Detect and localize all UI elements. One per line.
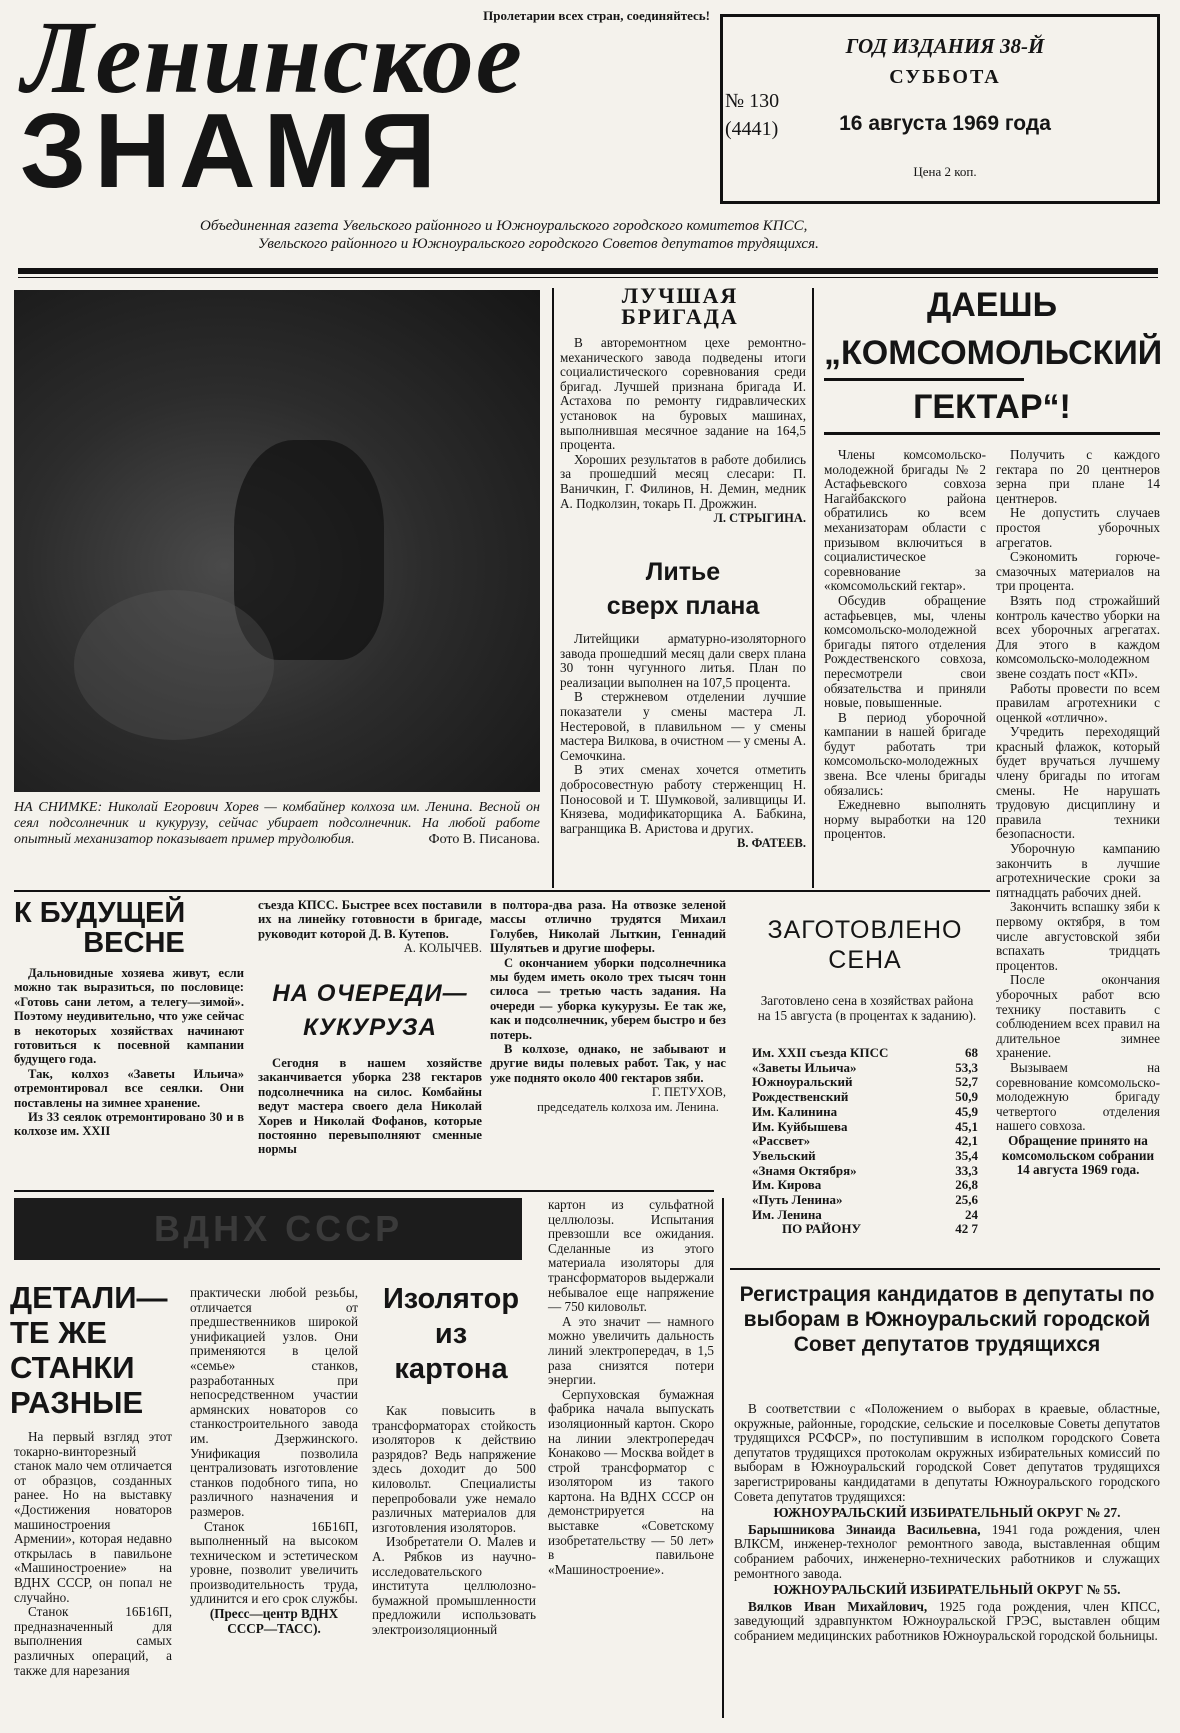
hay-row-farm: ПО РАЙОНУ bbox=[782, 1221, 862, 1237]
best-brigade-signature: Л. СТРЫГИНА. bbox=[713, 511, 806, 526]
registration-intro: В соответствии с «Положением о выборах в краевые, областные, окружные, районные, городские, сельские и поселковые Советы депутатов трудящихся РСФСР», по поступившим в исполком городского Совета депутатов трудящихся протоколам окружных избирательных комиссий по выборам в Южноуральский городской Совет депутатов трудящихся зарегистрированы кандидатами в депутаты Южноуральского городского Совета депутатов трудящихся: bbox=[734, 1401, 1160, 1504]
hay-table-wrap bbox=[752, 1046, 978, 1237]
komsomol-col2-p7: Уборочную кампанию закончить в лучшие агротехнические сроки за пятнадцать рабочих дней. bbox=[996, 841, 1160, 900]
komsomol-col2-p3: Сэкономить горюче-смазочных материалов на три процента. bbox=[996, 549, 1160, 594]
slogan: Пролетарии всех стран, соединяйтесь! bbox=[483, 8, 710, 23]
issue-total: (4441) bbox=[725, 118, 779, 140]
insulator-title bbox=[366, 1282, 536, 1387]
insulator-p4: А это значит — намного можно увеличить дальность линий электропередач, в 1,5 раза снизятся потери энергии. bbox=[548, 1313, 714, 1388]
district2-paragraph bbox=[734, 1600, 1160, 1644]
details-title-line2: ТЕ ЖЕ bbox=[10, 1315, 107, 1350]
hay-row-percent: 33,3 bbox=[955, 1162, 978, 1178]
komsomol-col2 bbox=[996, 448, 1160, 1178]
corn-p3: С окончанием уборки подсолнечника мы будем иметь около трех тысяч тонн силоса — третью часть задания. На очереди — уборка кукурузы. Ее так же, как и подсолнечник, уберем быстро и без потерь. bbox=[490, 955, 726, 1042]
registration-top-rule bbox=[730, 1268, 1160, 1270]
details-p4: Станок 16Б16П, выполненный на высоком техническом и эстетическом уровне, позволит увеличить производительность труда, удлинится и его срок службы. bbox=[190, 1518, 358, 1607]
casting-title-line1: Литье bbox=[645, 558, 721, 586]
publisher-line1: Объединенная газета Увельского районного и Южноуральского городского комитетов КПСС, bbox=[200, 218, 808, 234]
corn-p4: В колхозе, однако, не забывают и другие виды полевых работ. Так, у нас уже поднято около 400 гектаров зяби. bbox=[490, 1042, 726, 1085]
vdnh-banner bbox=[14, 1198, 522, 1260]
masthead-rule-thin bbox=[18, 277, 1158, 278]
casting-text bbox=[560, 632, 806, 851]
insulator-p3: картон из сульфатной целлюлозы. Испытания превзошли все ожидания. Сделанные из этого материала изоляторы для трансформаторов выдержали небывалое еще напряжение — 750 киловольт. bbox=[548, 1197, 714, 1315]
corn-col2 bbox=[490, 898, 726, 1114]
casting-p3: В этих сменах хочется отметить добросовестную работу стерженщиц Н. Поносовой и Т. Шумковой, заливщицы И. Князева, модификаторщика А. Бабкина, вагранщика В. Аристова и других. bbox=[560, 762, 806, 836]
masthead-title-line2: ЗНАМЯ bbox=[20, 92, 444, 210]
komsomol-col1-p4: Ежедневно выполнять норму выработки на 120 процентов. bbox=[824, 797, 986, 842]
hay-row-percent: 35,4 bbox=[955, 1147, 978, 1163]
hay-row bbox=[752, 1208, 978, 1223]
komsomol-col2-p2: Не допустить случаев простоя уборочных агрегатов. bbox=[996, 505, 1160, 550]
hay-row bbox=[752, 1193, 978, 1208]
details-title bbox=[10, 1280, 180, 1420]
weekday: СУББОТА bbox=[889, 66, 1001, 88]
komsomol-col1-p2: Обсудив обращение астафьевцев, мы, члены комсомольско-молодежной бригады пятого отделения Рождественского совхоза, пересмотрели свои обязательства и приняли новые, повышенные. bbox=[824, 592, 986, 711]
hay-row-percent: 26,8 bbox=[955, 1177, 978, 1193]
hay-row-percent: 53,3 bbox=[955, 1059, 978, 1075]
col-divider-2 bbox=[812, 288, 814, 888]
hay-row-farm: «Знамя Октября» bbox=[752, 1162, 857, 1178]
details-title-line3: СТАНКИ bbox=[10, 1350, 135, 1385]
issue-number: № 130 bbox=[725, 90, 780, 112]
future-spring-p4: съезда КПСС. Быстрее всех поставили их на линейку готовности в бригаде, руководит которой Д. В. Кутепов. bbox=[258, 898, 482, 941]
hay-row-farm: Им. Кирова bbox=[752, 1177, 822, 1193]
future-spring-col2 bbox=[258, 898, 482, 956]
hay-row-farm: Им. Ленина bbox=[752, 1206, 822, 1222]
details-col2 bbox=[190, 1286, 358, 1636]
hay-row bbox=[752, 1090, 978, 1105]
best-brigade-text bbox=[560, 336, 806, 526]
corn-signature: Г. ПЕТУХОВ, bbox=[651, 1085, 726, 1100]
district1-paragraph bbox=[734, 1523, 1160, 1581]
insulator-p2: Изобретатели О. Малев и А. Рябков из научно-исследовательского института целлюлозно-бумажной промышленности предложили использовать электроизоляционный bbox=[372, 1534, 536, 1637]
combiner-photo bbox=[14, 290, 540, 792]
future-spring-title-line2: ВЕСНЕ bbox=[83, 927, 185, 959]
hay-title-line1: ЗАГОТОВЛЕНО bbox=[767, 916, 963, 944]
corn-signature-role: председатель колхоза им. Ленина. bbox=[537, 1099, 719, 1114]
hay-row-percent: 50,9 bbox=[955, 1089, 978, 1105]
komsomol-col1-p3: В период уборочной кампании в нашей бригаде будут работать три комсомольско-молодежных звена. Все члены бригады обязались: bbox=[824, 709, 986, 798]
komsomol-title-rule1 bbox=[824, 378, 1024, 381]
corn-p1: Сегодня в нашем хозяйстве заканчивается уборка 238 гектаров подсолнечника на силос. Комбайны ведут мастера своего дела Николай Хорев и Николай Фофанов, которые постоянно перевыполняют сменные нормы bbox=[258, 1056, 482, 1157]
future-spring-p3: Из 33 сеялок отремонтировано 30 и в колхозе им. XXII bbox=[14, 1110, 244, 1139]
hay-row-farm: Им. Калинина bbox=[752, 1103, 838, 1119]
casting-p1: Литейщики арматурно-изоляторного завода прошедший месяц дали сверх плана 30 тонн чугунного литья. План по реализации выполнен на 107,5 процента. bbox=[560, 631, 806, 690]
casting-signature: В. ФАТЕЕВ. bbox=[737, 836, 806, 851]
komsomol-col2-p1: Получить с каждого гектара по 20 центнеров зерна при плане 14 центнеров. bbox=[996, 447, 1160, 506]
future-spring-p1: Дальновидные хозяева живут, если можно так выразиться, по пословице: «Готовь сани летом, а телегу—зимой». Поэтому неудивительно, что уже сейчас в некоторых хозяйствах начинают готовиться к посевной кампании будущего года. bbox=[14, 966, 244, 1067]
photo-credit: Фото В. Писанова. bbox=[428, 832, 540, 847]
hay-row-farm: «Рассвет» bbox=[752, 1133, 811, 1149]
hay-row-percent: 42,1 bbox=[955, 1133, 978, 1149]
district2-title: ЮЖНОУРАЛЬСКИЙ ИЗБИРАТЕЛЬНЫЙ ОКРУГ № 55. bbox=[773, 1582, 1121, 1598]
section-rule-2 bbox=[14, 1190, 714, 1192]
komsomol-col1 bbox=[824, 448, 986, 842]
hay-row-farm: «Заветы Ильича» bbox=[752, 1059, 857, 1075]
hay-row-percent: 45,9 bbox=[955, 1103, 978, 1119]
details-title-line1: ДЕТАЛИ— bbox=[10, 1280, 168, 1315]
registration-title: Регистрация кандидатов в депутаты по выборам в Южноуральский городской Совет депутатов трудящихся bbox=[739, 1283, 1155, 1356]
photo-caption bbox=[14, 800, 540, 848]
insulator-title-line3: картона bbox=[394, 1353, 508, 1385]
district2-text: 1925 года рождения, член КПСС, заведующий здравпунктом Южноуральской ГРЭС, выставлен общим собранием медицинских работников Южноуральской городской больницы. bbox=[734, 1598, 1161, 1643]
hay-table bbox=[752, 1046, 978, 1237]
hay-row-percent: 42 7 bbox=[955, 1221, 978, 1237]
details-title-line4: РАЗНЫЕ bbox=[10, 1385, 144, 1420]
year-of-publication: ГОД ИЗДАНИЯ 38-Й bbox=[845, 34, 1045, 58]
hay-row bbox=[752, 1149, 978, 1164]
district1-name: Барышникова Зинаида Васильевна, bbox=[748, 1521, 981, 1537]
komsomol-col2-p10: Вызываем на соревнование комсомольско-молодежную бригаду четвертого отделения нашего совхоза. bbox=[996, 1059, 1160, 1134]
corn-p2: в полтора-два раза. На отвозке зеленой массы отлично трудятся Михаил Голубев, Николай Лыткин, Геннадий Шулятьев и другие шоферы. bbox=[490, 898, 726, 956]
hay-row bbox=[752, 1164, 978, 1179]
best-brigade-p2: Хороших результатов в работе добились за прошедший месяц слесари: П. Ваничкин, Г. Филинов, Н. Демин, медник А. Подколзин, токарь П. Дрожжин. bbox=[560, 451, 806, 511]
komsomol-col2-final: Обращение принято на комсомольском собрании 14 августа 1969 года. bbox=[1001, 1132, 1155, 1178]
best-brigade-p1: В авторемонтном цехе ремонтно-механического завода подведены итоги социалистического соревнования среди бригад. Лучшей признана бригада И. Астахова по ремонту гидравлических установок на буровых машинах, выполнившая месячное задание на 164,5 процента. bbox=[560, 335, 806, 453]
hay-row-farm: Им. Куйбышева bbox=[752, 1118, 848, 1134]
issue-date: 16 августа 1969 года bbox=[839, 112, 1051, 135]
future-spring-signature: А. КОЛЫЧЕВ. bbox=[403, 941, 482, 956]
details-p2: Станок 16Б16П, предназначенный для выполнения самых различных операций, а также для нарезания bbox=[14, 1604, 172, 1678]
hay-row-percent: 45,1 bbox=[955, 1118, 978, 1134]
hay-row bbox=[752, 1105, 978, 1120]
col-divider-3 bbox=[722, 1198, 724, 1718]
komsomol-title-line1: ДАЕШЬ bbox=[926, 286, 1058, 324]
hay-row-farm: Рождественский bbox=[752, 1089, 849, 1105]
insulator-p1: Как повысить в трансформаторах стойкость изоляторов к действию разрядов? Ведь напряжение здесь доходит до 500 киловольт. Специалисты перепробовали уже немало различных материалов для изготовления изоляторов. bbox=[372, 1403, 536, 1535]
vdnh-banner-label: ВДНХ СССР bbox=[154, 1208, 404, 1249]
insulator-col1 bbox=[372, 1404, 536, 1638]
price: Цена 2 коп. bbox=[913, 164, 977, 179]
hay-row-farm: Южноуральский bbox=[752, 1074, 853, 1090]
details-col1 bbox=[14, 1430, 172, 1678]
publisher-line2: Увельского районного и Южноуральского городского Советов депутатов трудящихся. bbox=[258, 236, 819, 252]
details-p3: практически любой резьбы, отличается от предшественников широкой унификацией узлов. Они применяются в целой «семье» станков, разработанных при непосредственном участии армянских новаторов со станкостроительного завода им. Дзержинского. Унификация позволила централизовать изготовление станков подобного типа, но различного назначения и размеров. bbox=[190, 1285, 358, 1519]
photo-caption-text: НА СНИМКЕ: Николай Егорович Хорев — комбайнер колхоза им. Ленина. Весной он сеял подсолнечник и кукурузу, сейчас убирает подсолнечник. На любой работе опытный механизатор показывает пример трудолюбия. bbox=[14, 800, 540, 847]
district1-text: 1941 года рождения, член ВЛКСМ, инженер-технолог ремонтного завода, выставленная общим собранием рабочих, инженерно-технических работников и служащих ремонтного завода. bbox=[734, 1521, 1160, 1581]
future-spring-col1 bbox=[14, 966, 244, 1139]
hay-row-percent: 24 bbox=[965, 1206, 978, 1222]
insulator-col2 bbox=[548, 1198, 714, 1577]
corn-title-line1: НА ОЧЕРЕДИ— bbox=[272, 980, 468, 1007]
komsomol-title-rule2 bbox=[824, 432, 1160, 435]
masthead-title-line1: Ленинское bbox=[22, 0, 524, 115]
hay-row-farm: Им. XXII съезда КПСС bbox=[752, 1045, 889, 1060]
future-spring-title-line1: К БУДУЩЕЙ bbox=[14, 897, 186, 929]
komsomol-col2-p5: Работы провести по всем правилам агротехники с оценкой «отлично». bbox=[996, 680, 1160, 725]
corn-title-line2: КУКУРУЗА bbox=[303, 1014, 437, 1041]
hay-row-percent: 25,6 bbox=[955, 1192, 978, 1208]
hay-intro: Заготовлено сена в хозяйствах района на 15 августа (в процентах к заданию). bbox=[757, 993, 977, 1023]
masthead-rule bbox=[18, 268, 1158, 274]
corn-col1 bbox=[258, 1056, 482, 1157]
best-brigade-title: ЛУЧШАЯ БРИГАДА bbox=[621, 283, 739, 329]
hay-row bbox=[752, 1178, 978, 1193]
hay-row bbox=[752, 1075, 978, 1090]
komsomol-title-line3: ГЕКТАР“! bbox=[913, 388, 1071, 426]
section-rule-1 bbox=[14, 890, 990, 892]
komsomol-col1-p1: Члены комсомольско-молодежной бригады № 2 Астафьевского совхоза Нагайбакского района обратились ко всем механизаторам области с призывом включиться в социалистическое соревнование за «комсомольский гектар». bbox=[824, 447, 986, 594]
hay-row-percent: 52,7 bbox=[955, 1074, 978, 1090]
hay-row-percent: 68 bbox=[965, 1045, 978, 1060]
details-p1: На первый взгляд этот токарно-винторезный станок мало чем отличается от образцов, созданных ранее. Но на выставку «Достижения новаторов машиностроения Армении», которая недавно открылась в павильоне «Машиностроение» на ВДНХ СССР, он попал не случайно. bbox=[14, 1429, 172, 1605]
insulator-p5: Серпуховская бумажная фабрика начала выпускать изоляционный картон. Скоро на линии электропередач Конаково — Москва войдет в строй трансформатор с изолятором из такого картона. На ВДНХ СССР он демонстрируется на выставке «Советскому изобретательству — 50 лет» в павильоне «Машиностроение». bbox=[548, 1386, 714, 1577]
col-divider-1 bbox=[552, 288, 554, 888]
komsomol-col2-p4: Взять под строжайший контроль качество уборки на всех уборочных агрегатах. Для этого в каждом комсомольско-молодежном звене создать пост «КП». bbox=[996, 592, 1160, 681]
district2-name: Вялков Иван Михайлович, bbox=[748, 1598, 928, 1614]
insulator-title-line1: Изолятор bbox=[382, 1283, 520, 1315]
hay-row bbox=[752, 1222, 978, 1237]
hay-row bbox=[752, 1120, 978, 1135]
district1-title: ЮЖНОУРАЛЬСКИЙ ИЗБИРАТЕЛЬНЫЙ ОКРУГ № 27. bbox=[773, 1505, 1121, 1521]
registration-body bbox=[734, 1402, 1160, 1644]
hay-title-line2: СЕНА bbox=[828, 946, 902, 974]
hay-row bbox=[752, 1134, 978, 1149]
komsomol-col2-p6: Учредить переходящий красный флажок, который будет вручаться лучшему члену бригады по итогам смены. Не нарушать трудовую дисциплину и правила техники безопасности. bbox=[996, 724, 1160, 842]
komsomol-col2-p8: Закончить вспашку зяби к первому октября, в том числе августовской зяби вспахать тридцать процентов. bbox=[996, 899, 1160, 973]
komsomol-col2-p9: После окончания уборочных работ всю технику поставить с соблюдением всех правил на длительное зимнее хранение. bbox=[996, 972, 1160, 1061]
details-signature: (Пресс—центр ВДНХ СССР—ТАСС). bbox=[209, 1606, 339, 1636]
hay-row-farm: Увельский bbox=[752, 1147, 816, 1163]
casting-p2: В стержневом отделении лучшие показатели у смены мастера Л. Нестеровой, в плавильном — у смены мастера Вилкова, в очистном — у смены А. Семочкина. bbox=[560, 689, 806, 763]
hay-row-farm: «Путь Ленина» bbox=[752, 1192, 843, 1208]
casting-title-line2: сверх плана bbox=[606, 592, 760, 620]
hay-row bbox=[752, 1061, 978, 1076]
insulator-title-line2: из bbox=[434, 1318, 468, 1350]
komsomol-title-line2: „КОМСОМОЛЬСКИЙ bbox=[824, 334, 1163, 372]
hay-row bbox=[752, 1046, 978, 1061]
future-spring-p2: Так, колхоз «Заветы Ильича» отремонтировал все сеялки. Они поставлены на зимнее хранение. bbox=[14, 1066, 244, 1110]
